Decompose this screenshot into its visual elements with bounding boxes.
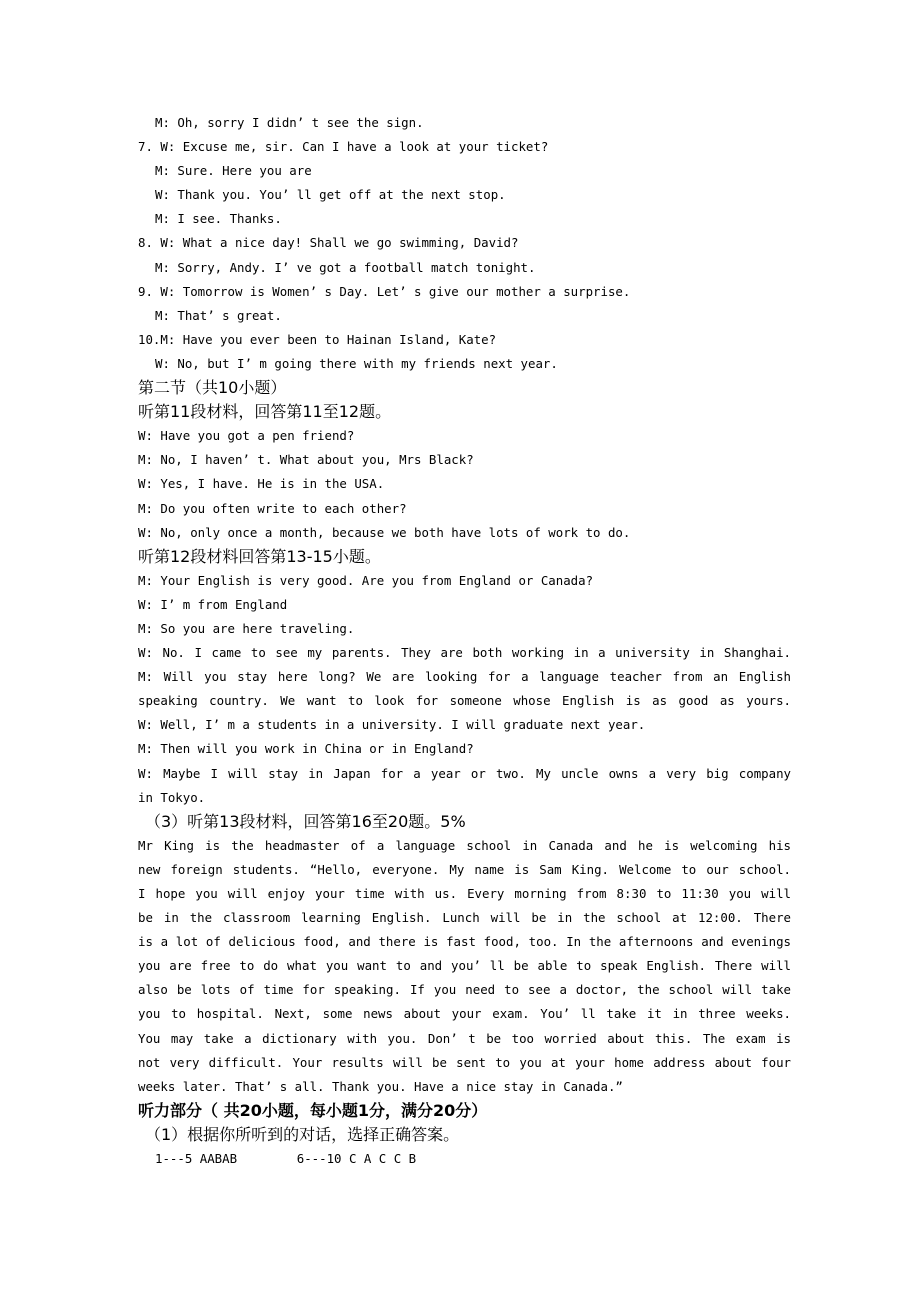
dialogue-line: M: Your English is very good. Are you from England or Canada? <box>138 572 594 588</box>
dialogue-line: W: No, but I’ m going there with my friends next year. <box>155 355 558 371</box>
document-body <box>138 111 791 1171</box>
section-heading: 第二节（共10小题） <box>138 378 287 398</box>
monologue-line: be in the classroom learning English. Lunch will be in the school at 12:00. There <box>138 910 791 926</box>
dialogue-line: W: No, only once a month, because we both have lots of work to do. <box>138 524 631 540</box>
monologue-line: you to hospital. Next, some news about your exam. You’ ll take it in three weeks. <box>138 1006 791 1022</box>
dialogue-line: W: Well, I’ m a students in a university. I will graduate next year. <box>138 717 646 733</box>
answer-key-line: 1---5 AABAB 6---10 C A C C B <box>155 1151 417 1167</box>
dialogue-line: W: No. I came to see my parents. They are both working in a university in Shanghai. <box>138 645 791 661</box>
material-instruction: （3）听第13段材料，回答第16至20题。5% <box>145 811 466 831</box>
dialogue-line: M: So you are here traveling. <box>138 620 355 636</box>
monologue-line: new foreign students. “Hello, everyone. My name is Sam King. Welcome to our school. <box>138 861 791 877</box>
dialogue-line: M: Sorry, Andy. I’ ve got a football match tonight. <box>155 259 536 275</box>
dialogue-line: W: I’ m from England <box>138 596 288 612</box>
material-instruction: 听第11段材料，回答第11至12题。 <box>138 402 392 422</box>
dialogue-line: W: Have you got a pen friend? <box>138 428 355 444</box>
dialogue-line: M: Then will you work in China or in England? <box>138 741 474 757</box>
monologue-line: You may take a dictionary with you. Don’ t be too worried about this. The exam is <box>138 1030 791 1046</box>
dialogue-line-continuation: speaking country. We want to look for someone whose English is as good as yours. <box>138 693 791 709</box>
monologue-line: you are free to do what you want to and you’ ll be able to speak English. There will <box>138 958 791 974</box>
dialogue-line: M: Do you often write to each other? <box>138 500 407 516</box>
numbered-dialogue-line: 8. W: What a nice day! Shall we go swimming, David? <box>138 235 519 251</box>
listening-section-title: 听力部分（ 共20小题，每小题1分，满分20分） <box>138 1100 488 1120</box>
dialogue-line: W: Yes, I have. He is in the USA. <box>138 476 385 492</box>
dialogue-line: M: I see. Thanks. <box>155 211 282 227</box>
dialogue-line: M: Oh, sorry I didn’ t see the sign. <box>155 115 424 130</box>
material-instruction: 听第12段材料回答第13-15小题。 <box>138 546 381 566</box>
dialogue-line: W: Maybe I will stay in Japan for a year or two. My uncle owns a very big company <box>138 765 791 781</box>
dialogue-line: M: No, I haven’ t. What about you, Mrs Black? <box>138 452 474 468</box>
monologue-line: I hope you will enjoy your time with us. Every morning from 8:30 to 11:30 you will <box>138 886 791 901</box>
monologue-line: not very difficult. Your results will be sent to you at your home address about four <box>138 1054 791 1070</box>
dialogue-line: M: Will you stay here long? We are looking for a language teacher from an English <box>138 669 791 685</box>
answer-instruction: （1）根据你所听到的对话，选择正确答案。 <box>145 1124 460 1144</box>
dialogue-line-continuation: in Tokyo. <box>138 789 206 805</box>
numbered-dialogue-line: 9. W: Tomorrow is Women’ s Day. Let’ s give our mother a surprise. <box>138 283 631 299</box>
dialogue-line: M: Sure. Here you are <box>155 163 312 179</box>
numbered-dialogue-line: 10.M: Have you ever been to Hainan Island, Kate? <box>138 331 497 347</box>
dialogue-line: W: Thank you. You’ ll get off at the next stop. <box>155 187 506 203</box>
monologue-line: is a lot of delicious food, and there is fast food, too. In the afternoons and evenings <box>138 934 791 950</box>
numbered-dialogue-line: 7. W: Excuse me, sir. Can I have a look at your ticket? <box>138 139 549 155</box>
monologue-line: weeks later. That’ s all. Thank you. Have a nice stay in Canada.” <box>138 1078 623 1094</box>
monologue-line: also be lots of time for speaking. If you need to see a doctor, the school will take <box>138 982 791 998</box>
monologue-line: Mr King is the headmaster of a language school in Canada and he is welcoming his <box>138 837 791 853</box>
dialogue-line: M: That’ s great. <box>155 307 282 323</box>
